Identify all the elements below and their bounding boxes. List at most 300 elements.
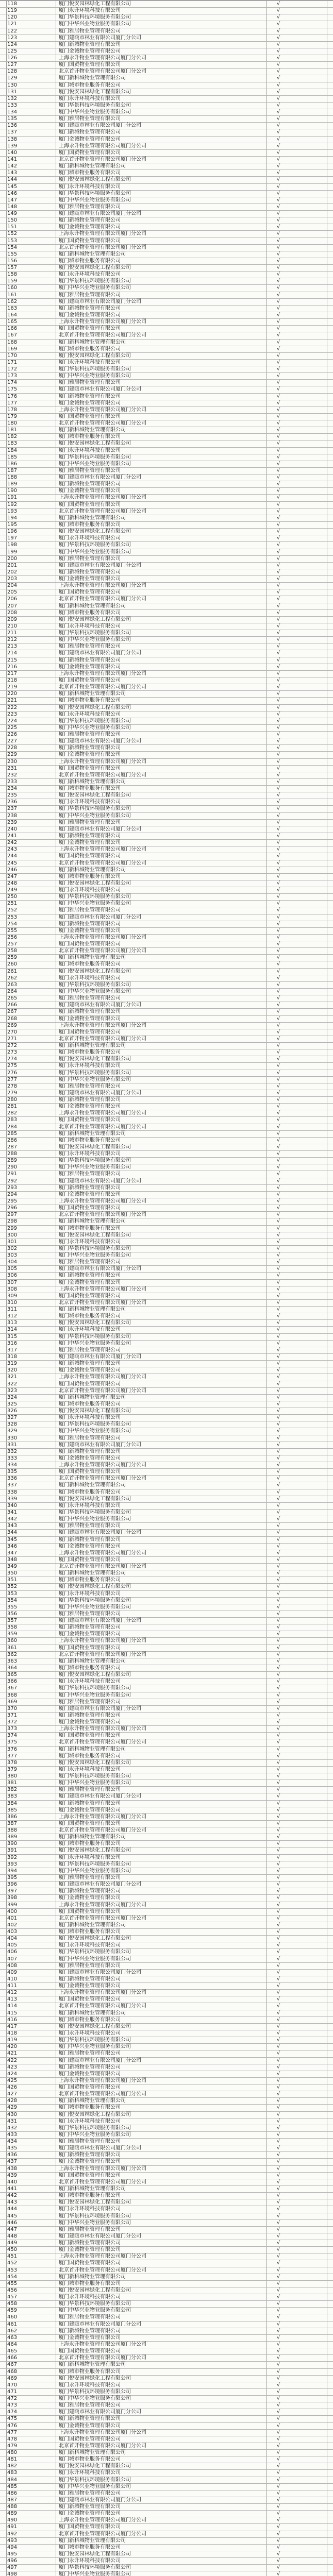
status-mark: √ <box>276 2342 280 2347</box>
status-mark: √ <box>276 62 280 67</box>
table-row <box>0 1401 333 1408</box>
status-mark: √ <box>276 684 280 690</box>
table-row <box>0 393 333 400</box>
status-mark: √ <box>276 718 280 724</box>
status-mark: √ <box>276 481 280 487</box>
company-name: 北京首开物业管理有限公司厦门分公司 <box>59 1476 146 1481</box>
status-mark: √ <box>276 1922 280 1928</box>
row-number: 338 <box>7 1489 18 1495</box>
company-name: 厦门金诚物业管理有限公司 <box>59 488 121 494</box>
table-row <box>0 217 333 224</box>
company-name: 厦门建瓯市林业有限公司厦门分公司 <box>59 650 141 656</box>
status-mark: √ <box>276 1435 280 1441</box>
table-row <box>0 521 333 529</box>
row-number: 254 <box>7 921 18 927</box>
table-row <box>0 318 333 326</box>
table-row <box>0 2443 333 2450</box>
status-mark: √ <box>276 948 280 954</box>
company-name: 厦门永升环境科技有限公司 <box>59 535 121 541</box>
table-row <box>0 420 333 427</box>
row-number: 275 <box>7 1063 18 1069</box>
table-row <box>0 1103 333 1110</box>
row-number: 386 <box>7 1814 18 1820</box>
table-row <box>0 1299 333 1307</box>
status-mark: √ <box>276 197 280 203</box>
company-name: 上海永升物业管理有限公司厦门分公司 <box>59 671 146 676</box>
company-name: 厦门国贸物业管理有限公司 <box>59 1557 121 1563</box>
status-mark: √ <box>276 8 280 13</box>
table-row <box>0 115 333 123</box>
row-number: 331 <box>7 1442 18 1448</box>
status-mark: √ <box>276 2477 280 2483</box>
table-row <box>0 677 333 684</box>
row-number: 266 <box>7 1002 18 1008</box>
row-number: 335 <box>7 1469 18 1475</box>
status-mark: √ <box>276 292 280 298</box>
row-number: 433 <box>7 2132 18 2138</box>
table-row <box>0 2071 333 2078</box>
table-row <box>0 1008 333 1015</box>
row-number: 377 <box>7 1753 18 1759</box>
company-name: 上海永升物业管理有限公司厦门分公司 <box>59 55 146 61</box>
company-name: 上海永升物业管理有限公司厦门分公司 <box>59 231 146 236</box>
row-number: 118 <box>7 1 18 7</box>
table-row <box>0 2531 333 2538</box>
company-name: 厦门新科城物业管理有限公司 <box>59 2010 126 2016</box>
status-mark: √ <box>276 89 280 95</box>
row-number: 337 <box>7 1482 18 1488</box>
row-number: 120 <box>7 14 18 20</box>
row-number: 401 <box>7 1916 18 1921</box>
table-row <box>0 2125 333 2132</box>
status-mark: √ <box>276 860 280 866</box>
table-row <box>0 603 333 610</box>
status-mark: √ <box>276 245 280 250</box>
status-mark: √ <box>276 2571 280 2576</box>
table-row <box>0 2097 333 2105</box>
company-name: 厦门国贸物业管理有限公司 <box>59 414 121 419</box>
company-name: 厦门悦安园林绿化工程有限公司 <box>59 265 131 270</box>
status-mark: √ <box>276 1591 280 1597</box>
table-row <box>0 325 333 332</box>
status-mark: √ <box>276 725 280 731</box>
table-row <box>0 298 333 306</box>
company-name: 厦门国贸物业管理有限公司 <box>59 589 121 595</box>
table-row <box>0 366 333 373</box>
status-mark: √ <box>276 394 280 399</box>
row-number: 363 <box>7 1658 18 1664</box>
table-row <box>0 1137 333 1144</box>
company-name: 厦门华景科技环境服务有限公司 <box>59 2477 131 2483</box>
company-name: 厦门悦安园林绿化工程有限公司 <box>59 2287 131 2293</box>
status-mark: √ <box>276 1388 280 1394</box>
row-number: 451 <box>7 2253 18 2259</box>
status-mark: √ <box>276 69 280 74</box>
row-number: 210 <box>7 623 18 629</box>
company-name: 厦门雅居物业管理有限公司 <box>59 468 121 473</box>
row-number: 259 <box>7 955 18 960</box>
company-name: 厦门华景科技环境服务有限公司 <box>59 630 131 636</box>
status-mark: √ <box>276 1442 280 1448</box>
row-number: 468 <box>7 2369 18 2375</box>
row-number: 384 <box>7 1801 18 1806</box>
company-name: 厦门雅居物业管理有限公司 <box>59 1171 121 1177</box>
status-mark: √ <box>276 1598 280 1603</box>
company-name: 北京首开物业管理有限公司厦门分公司 <box>59 1036 146 1042</box>
status-mark: √ <box>276 772 280 778</box>
table-row <box>0 190 333 197</box>
company-name: 厦门中华兴业物业服务有限公司 <box>59 1252 131 1258</box>
table-row <box>0 68 333 75</box>
status-mark: √ <box>276 103 280 108</box>
row-number: 339 <box>7 1496 18 1502</box>
table-row <box>0 1732 333 1739</box>
status-mark: √ <box>276 1916 280 1921</box>
status-mark: √ <box>276 217 280 223</box>
company-name: 厦门中华兴业物业服务有限公司 <box>59 2308 131 2313</box>
row-number: 218 <box>7 677 18 683</box>
table-row <box>0 1124 333 1131</box>
status-mark: √ <box>276 1888 280 1894</box>
table-row <box>0 2003 333 2010</box>
row-number: 368 <box>7 1692 18 1698</box>
company-name: 厦门华景科技环境服务有限公司 <box>59 2301 131 2307</box>
status-mark: √ <box>276 2369 280 2375</box>
company-name: 厦门国贸物业管理有限公司 <box>59 2524 121 2530</box>
status-mark: √ <box>276 1544 280 1549</box>
status-mark: √ <box>276 1124 280 1130</box>
status-mark: √ <box>276 589 280 595</box>
status-mark: √ <box>276 1300 280 1306</box>
company-name: 上海永升物业管理有限公司厦门分公司 <box>59 1374 146 1380</box>
company-name: 厦门新城物业管理有限公司 <box>59 394 121 399</box>
company-name: 厦门建瓯市林业有限公司厦门分公司 <box>59 2058 141 2063</box>
table-row <box>0 1482 333 1489</box>
table-row <box>0 244 333 251</box>
status-mark: √ <box>276 1645 280 1651</box>
status-mark: √ <box>276 961 280 967</box>
row-number: 119 <box>7 8 18 13</box>
row-number: 394 <box>7 1868 18 1874</box>
status-mark: √ <box>276 440 280 446</box>
table-row <box>0 1083 333 1090</box>
status-mark: √ <box>276 2497 280 2503</box>
row-number: 276 <box>7 1070 18 1076</box>
company-name: 厦门国贸物业管理有限公司 <box>59 150 121 156</box>
table-row <box>0 995 333 1002</box>
status-mark: √ <box>276 1449 280 1454</box>
status-mark: √ <box>276 630 280 636</box>
row-number: 407 <box>7 1956 18 1962</box>
row-number: 480 <box>7 2450 18 2455</box>
table-row <box>0 2517 333 2524</box>
table-row <box>0 413 333 420</box>
table-row <box>0 2219 333 2227</box>
row-number: 142 <box>7 163 18 169</box>
status-mark: √ <box>276 1002 280 1008</box>
row-number: 426 <box>7 2084 18 2090</box>
table-row <box>0 1374 333 1381</box>
row-number: 312 <box>7 1313 18 1319</box>
status-mark: √ <box>276 502 280 507</box>
table-row <box>0 1489 333 1496</box>
table-row <box>0 2179 333 2186</box>
status-mark: √ <box>276 427 280 433</box>
company-name: 厦门永升环境科技有限公司 <box>59 1327 121 1332</box>
company-name: 厦门永升环境科技有限公司 <box>59 1063 121 1069</box>
company-name: 厦门建瓯市林业有限公司厦门分公司 <box>59 1882 141 1887</box>
company-name: 厦门悦安园林绿化工程有限公司 <box>59 1496 131 1502</box>
row-number: 203 <box>7 576 18 582</box>
company-name: 厦门国贸物业管理有限公司 <box>59 1821 121 1826</box>
status-mark: √ <box>276 1611 280 1617</box>
company-name: 北京首开物业管理有限公司厦门分公司 <box>59 1300 146 1306</box>
company-name: 厦门建瓯市林业有限公司厦门分公司 <box>59 826 141 832</box>
status-mark: √ <box>276 853 280 859</box>
status-mark: √ <box>276 1077 280 1082</box>
company-name: 上海永升物业管理有限公司厦门分公司 <box>59 2253 146 2259</box>
row-number: 463 <box>7 2335 18 2341</box>
company-name: 厦门永升环境科技有限公司 <box>59 623 121 629</box>
status-mark: √ <box>276 1469 280 1475</box>
status-mark: √ <box>276 2098 280 2104</box>
row-number: 176 <box>7 394 18 399</box>
company-name: 厦门雅居物业管理有限公司 <box>59 1259 121 1265</box>
status-mark: √ <box>276 1855 280 1860</box>
row-number: 361 <box>7 1645 18 1651</box>
status-mark: √ <box>276 596 280 602</box>
row-number: 475 <box>7 2416 18 2421</box>
status-mark: √ <box>276 204 280 210</box>
company-name: 厦门建瓯市林业有限公司厦门分公司 <box>59 123 141 128</box>
row-number: 313 <box>7 1320 18 1326</box>
status-mark: √ <box>276 738 280 744</box>
table-row <box>0 2354 333 2362</box>
company-name: 厦门悦安园林绿化工程有限公司 <box>59 2376 131 2381</box>
row-number: 428 <box>7 2098 18 2104</box>
table-row <box>0 176 333 183</box>
company-name: 厦门悦安园林绿化工程有限公司 <box>59 617 131 622</box>
company-name: 厦门建瓯市林业有限公司厦门分公司 <box>59 2145 141 2151</box>
table-row <box>0 2510 333 2517</box>
table-row <box>0 1171 333 1178</box>
table-row <box>0 210 333 217</box>
row-number: 233 <box>7 779 18 785</box>
status-mark: √ <box>276 2024 280 2029</box>
company-name: 厦门城市物业服务有限公司 <box>59 786 121 791</box>
status-mark: √ <box>276 2233 280 2239</box>
company-name: 厦门城市物业服务有限公司 <box>59 1577 121 1583</box>
company-name: 厦门金诚物业管理有限公司 <box>59 2071 121 2077</box>
table-row <box>0 664 333 671</box>
table-row <box>0 1381 333 1388</box>
row-number: 330 <box>7 1435 18 1441</box>
status-mark: √ <box>276 2294 280 2300</box>
row-number: 195 <box>7 522 18 528</box>
company-name: 厦门中华兴业物业服务有限公司 <box>59 637 131 642</box>
table-row <box>0 2280 333 2287</box>
table-row <box>0 1286 333 1293</box>
company-name: 厦门新城物业管理有限公司 <box>59 1273 121 1278</box>
table-row <box>0 2402 333 2409</box>
company-name: 厦门新科城物业管理有限公司 <box>59 955 126 960</box>
row-number: 341 <box>7 1510 18 1515</box>
company-name: 厦门城市物业服务有限公司 <box>59 610 121 616</box>
table-row <box>0 1509 333 1516</box>
company-name: 厦门新城物业管理有限公司 <box>59 2504 121 2510</box>
table-row <box>0 1597 333 1604</box>
company-name: 厦门永升环境科技有限公司 <box>59 8 121 13</box>
company-name: 厦门华景科技环境服务有限公司 <box>59 982 131 988</box>
status-mark: √ <box>276 1063 280 1069</box>
row-number: 157 <box>7 265 18 270</box>
row-number: 205 <box>7 589 18 595</box>
company-name: 厦门雅居物业管理有限公司 <box>59 2402 121 2408</box>
row-number: 470 <box>7 2382 18 2388</box>
company-name: 厦门中华兴业物业服务有限公司 <box>59 2044 131 2049</box>
row-number: 251 <box>7 901 18 906</box>
table-row <box>0 515 333 522</box>
company-name: 厦门雅居物业管理有限公司 <box>59 995 121 1001</box>
status-mark: √ <box>276 224 280 230</box>
table-row <box>0 2429 333 2436</box>
status-mark: √ <box>276 1949 280 1955</box>
status-mark: √ <box>276 1232 280 1238</box>
row-number: 217 <box>7 671 18 676</box>
company-name: 厦门国贸物业管理有限公司 <box>59 1293 121 1299</box>
row-number: 424 <box>7 2071 18 2077</box>
row-number: 318 <box>7 1354 18 1360</box>
row-number: 196 <box>7 529 18 534</box>
status-mark: √ <box>276 1246 280 1251</box>
table-row <box>0 156 333 163</box>
company-name: 上海永升物业管理有限公司厦门分公司 <box>59 583 146 588</box>
table-row <box>0 2016 333 2024</box>
row-number: 495 <box>7 2551 18 2557</box>
table-row <box>0 55 333 62</box>
company-name: 北京首开物业管理有限公司厦门分公司 <box>59 2267 146 2273</box>
status-mark: √ <box>276 1205 280 1211</box>
row-number: 381 <box>7 1780 18 1786</box>
status-mark: √ <box>276 2436 280 2442</box>
row-number: 295 <box>7 1198 18 1204</box>
row-number: 132 <box>7 96 18 101</box>
row-number: 439 <box>7 2173 18 2178</box>
table-row <box>0 934 333 941</box>
row-number: 124 <box>7 42 18 47</box>
row-number: 252 <box>7 907 18 913</box>
status-mark: √ <box>276 434 280 439</box>
status-mark: √ <box>276 360 280 365</box>
table-row <box>0 1218 333 1225</box>
row-number: 269 <box>7 1023 18 1028</box>
company-name: 厦门新城物业管理有限公司 <box>59 921 121 927</box>
company-name: 厦门悦安园林绿化工程有限公司 <box>59 1760 131 1766</box>
row-number: 135 <box>7 116 18 122</box>
table-row <box>0 744 333 752</box>
status-mark: √ <box>276 2030 280 2036</box>
status-mark: √ <box>276 989 280 994</box>
status-mark: √ <box>276 2281 280 2286</box>
table-row <box>0 467 333 474</box>
status-mark: √ <box>276 109 280 115</box>
row-number: 159 <box>7 278 18 284</box>
row-number: 371 <box>7 1713 18 1718</box>
row-number: 192 <box>7 502 18 507</box>
status-mark: √ <box>276 975 280 981</box>
company-name: 厦门建瓯市林业有限公司厦门分公司 <box>59 2409 141 2415</box>
company-name: 厦门新科城物业管理有限公司 <box>59 515 126 521</box>
company-name: 厦门悦安园林绿化工程有限公司 <box>59 1584 131 1589</box>
status-mark: √ <box>276 1313 280 1319</box>
row-number: 131 <box>7 89 18 95</box>
company-name: 厦门建瓯市林业有限公司厦门分公司 <box>59 386 141 392</box>
table-row <box>0 2246 333 2253</box>
company-name: 厦门中华兴业物业服务有限公司 <box>59 1164 131 1170</box>
company-name: 厦门华景科技环境服务有限公司 <box>59 806 131 811</box>
company-name: 厦门新城物业管理有限公司 <box>59 569 121 575</box>
status-mark: √ <box>276 1996 280 2002</box>
row-number: 141 <box>7 157 18 162</box>
table-row <box>0 1225 333 1232</box>
status-mark: √ <box>276 1198 280 1204</box>
company-name: 厦门城市物业服务有限公司 <box>59 258 121 264</box>
company-name: 北京首开物业管理有限公司厦门分公司 <box>59 2091 146 2097</box>
status-mark: √ <box>276 2402 280 2408</box>
row-number: 346 <box>7 1544 18 1549</box>
company-name: 厦门永升环境科技有限公司 <box>59 2030 121 2036</box>
table-row <box>0 1982 333 1990</box>
table-row <box>0 562 333 569</box>
table-row <box>0 372 333 380</box>
table-row <box>0 278 333 285</box>
company-name: 厦门中华兴业物业服务有限公司 <box>59 1604 131 1610</box>
status-mark: √ <box>276 2105 280 2110</box>
status-mark: √ <box>276 1218 280 1224</box>
status-mark: √ <box>276 1584 280 1589</box>
table-row <box>0 2260 333 2267</box>
status-mark: √ <box>276 1266 280 1272</box>
company-name: 北京首开物业管理有限公司厦门分公司 <box>59 1212 146 1217</box>
row-number: 298 <box>7 1218 18 1224</box>
row-number: 436 <box>7 2152 18 2158</box>
table-row <box>0 2253 333 2260</box>
status-mark: √ <box>276 1476 280 1481</box>
row-number: 334 <box>7 1462 18 1468</box>
table-row <box>0 1692 333 1699</box>
table-row <box>0 1394 333 1401</box>
status-mark: √ <box>276 1570 280 1576</box>
table-row <box>0 2551 333 2558</box>
company-name: 厦门雅居物业管理有限公司 <box>59 820 121 825</box>
company-name: 厦门悦安园林绿化工程有限公司 <box>59 792 131 798</box>
table-row <box>0 2382 333 2389</box>
status-mark: √ <box>276 705 280 710</box>
status-mark: √ <box>276 1767 280 1772</box>
company-name: 北京首开物业管理有限公司厦门分公司 <box>59 1652 146 1657</box>
company-name: 厦门中华兴业物业服务有限公司 <box>59 549 131 555</box>
row-number: 454 <box>7 2274 18 2280</box>
row-number: 321 <box>7 1374 18 1380</box>
status-mark: √ <box>276 1361 280 1366</box>
company-name: 厦门新科城物业管理有限公司 <box>59 1218 126 1224</box>
row-number: 257 <box>7 941 18 947</box>
table-row <box>0 2300 333 2308</box>
row-number: 278 <box>7 1083 18 1089</box>
status-mark: √ <box>276 2274 280 2280</box>
status-mark: √ <box>276 867 280 873</box>
company-name: 厦门金诚物业管理有限公司 <box>59 928 121 934</box>
